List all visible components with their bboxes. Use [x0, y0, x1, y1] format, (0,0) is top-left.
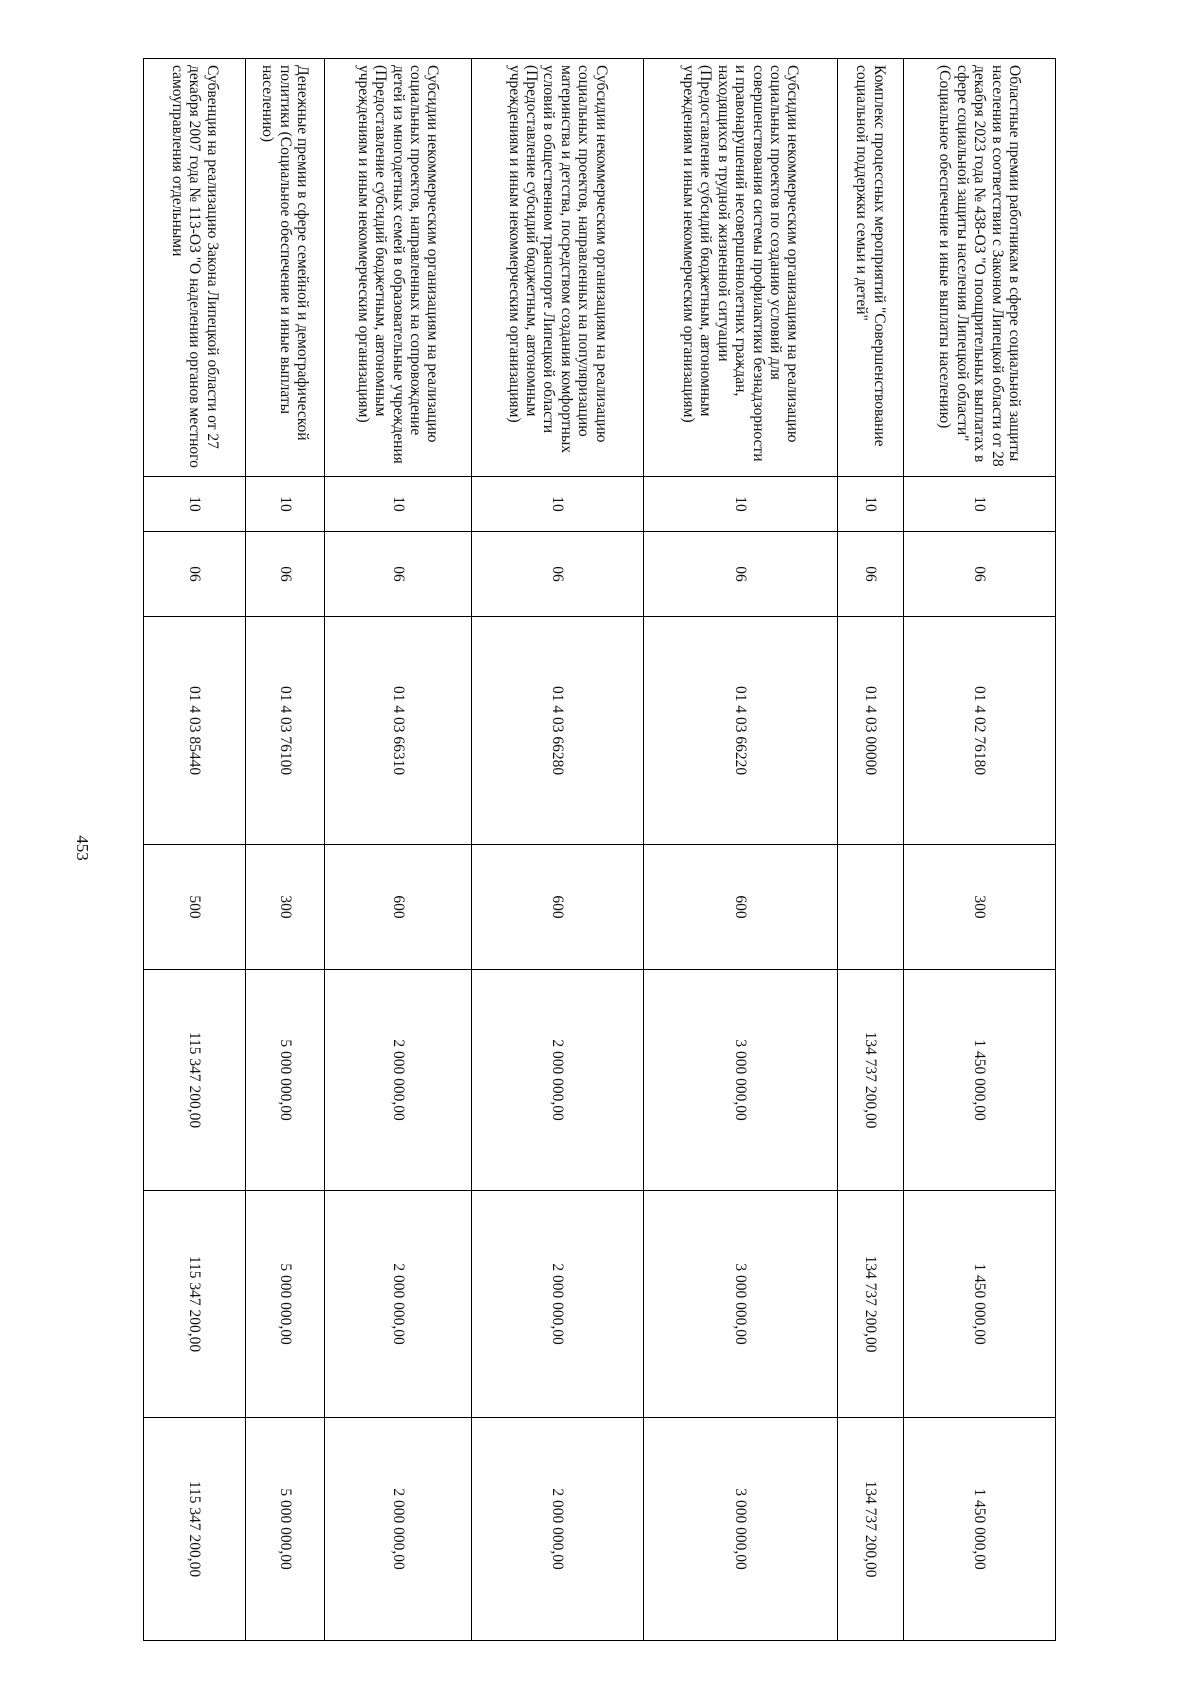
- row-amount-1: 2 000 000,00: [325, 970, 472, 1191]
- row-section: 10: [644, 477, 838, 532]
- row-amount-2: 5 000 000,00: [246, 1191, 325, 1418]
- rotated-page-content: [144, 58, 1056, 1640]
- row-target-article: 01 4 03 00000: [838, 617, 904, 845]
- row-amount-2: 134 737 200,00: [838, 1191, 904, 1418]
- row-name: Субсидии некоммерческим организациям на реализацию социальных проектов по созданию условий для совершенствования системы профилактики безнадзорности и правонарушений несовершеннолетних граждан, находящихся в трудной жизненной ситуации (Предоставление субсидий бюджетным, автономным учреждениям и иным некоммерческим организациям): [644, 59, 838, 477]
- row-expense-type: 600: [644, 845, 838, 970]
- row-section: 10: [472, 477, 644, 532]
- row-amount-1: 115 347 200,00: [144, 970, 246, 1191]
- table-row: [246, 59, 325, 1641]
- row-section: 10: [325, 477, 472, 532]
- row-name: Денежные премии в сфере семейной и демографической политики (Социальное обеспечение и иные выплаты населению): [246, 59, 325, 477]
- row-name: Субвенция на реализацию Закона Липецкой области от 27 декабря 2007 года № 113-ОЗ "О наделении органов местного самоуправления отдельными: [144, 59, 246, 477]
- row-name: Субсидии некоммерческим организациям на реализацию социальных проектов, направленных на популяризацию материнства и детства, посредством создания комфортных условий в общественном транспорте Липецкой области (Предоставление субсидий бюджетным, автономным учреждениям и иным некоммерческим организациям): [472, 59, 644, 477]
- row-expense-type: 600: [472, 845, 644, 970]
- row-amount-1: 2 000 000,00: [472, 970, 644, 1191]
- row-target-article: 01 4 02 76180: [904, 617, 1056, 845]
- row-target-article: 01 4 03 66220: [644, 617, 838, 845]
- table-row: [472, 59, 644, 1641]
- row-expense-type: 300: [904, 845, 1056, 970]
- row-amount-3: 5 000 000,00: [246, 1418, 325, 1641]
- row-amount-3: 115 347 200,00: [144, 1418, 246, 1641]
- row-amount-3: 1 450 000,00: [904, 1418, 1056, 1641]
- row-target-article: 01 4 03 66280: [472, 617, 644, 845]
- row-subsection: 06: [144, 532, 246, 617]
- row-target-article: 01 4 03 76100: [246, 617, 325, 845]
- row-subsection: 06: [325, 532, 472, 617]
- row-subsection: 06: [472, 532, 644, 617]
- row-amount-2: 3 000 000,00: [644, 1191, 838, 1418]
- row-amount-2: 2 000 000,00: [472, 1191, 644, 1418]
- page-number: 453: [73, 835, 92, 861]
- row-name: Субсидии некоммерческим организациям на реализацию социальных проектов, направленных на сопровождение детей из многодетных семей в образовательные учреждения (Предоставление субсидий бюджетным, автономным учреждениям и иным некоммерческим организациям): [325, 59, 472, 477]
- table-row: [144, 59, 246, 1641]
- table-row: [644, 59, 838, 1641]
- row-amount-3: 2 000 000,00: [472, 1418, 644, 1641]
- row-amount-1: 3 000 000,00: [644, 970, 838, 1191]
- row-subsection: 06: [644, 532, 838, 617]
- row-section: 10: [144, 477, 246, 532]
- row-section: 10: [838, 477, 904, 532]
- table-row: [325, 59, 472, 1641]
- row-amount-2: 2 000 000,00: [325, 1191, 472, 1418]
- row-expense-type: 300: [246, 845, 325, 970]
- table-body: [144, 59, 1056, 1641]
- table-row: [904, 59, 1056, 1641]
- row-amount-3: 2 000 000,00: [325, 1418, 472, 1641]
- row-target-article: 01 4 03 66310: [325, 617, 472, 845]
- row-expense-type: [838, 845, 904, 970]
- row-subsection: 06: [904, 532, 1056, 617]
- row-amount-1: 1 450 000,00: [904, 970, 1056, 1191]
- row-target-article: 01 4 03 85440: [144, 617, 246, 845]
- row-subsection: 06: [838, 532, 904, 617]
- row-amount-1: 5 000 000,00: [246, 970, 325, 1191]
- row-section: 10: [246, 477, 325, 532]
- budget-table: [143, 58, 1056, 1641]
- row-expense-type: 500: [144, 845, 246, 970]
- row-name: Областные премии работникам в сфере социальной защиты населения в соответствии с Законом Липецкой области от 28 декабря 2023 года № 438-ОЗ "О поощрительных выплатах в сфере социальной защиты населения Липецкой области" (Социальное обеспечение и иные выплаты населению): [904, 59, 1056, 477]
- row-amount-1: 134 737 200,00: [838, 970, 904, 1191]
- row-expense-type: 600: [325, 845, 472, 970]
- row-subsection: 06: [246, 532, 325, 617]
- row-amount-2: 115 347 200,00: [144, 1191, 246, 1418]
- row-amount-2: 1 450 000,00: [904, 1191, 1056, 1418]
- row-amount-3: 134 737 200,00: [838, 1418, 904, 1641]
- table-row: [838, 59, 904, 1641]
- row-section: 10: [904, 477, 1056, 532]
- row-name: Комплекс процессных мероприятий "Совершенствование социальной поддержки семьи и детей": [838, 59, 904, 477]
- row-amount-3: 3 000 000,00: [644, 1418, 838, 1641]
